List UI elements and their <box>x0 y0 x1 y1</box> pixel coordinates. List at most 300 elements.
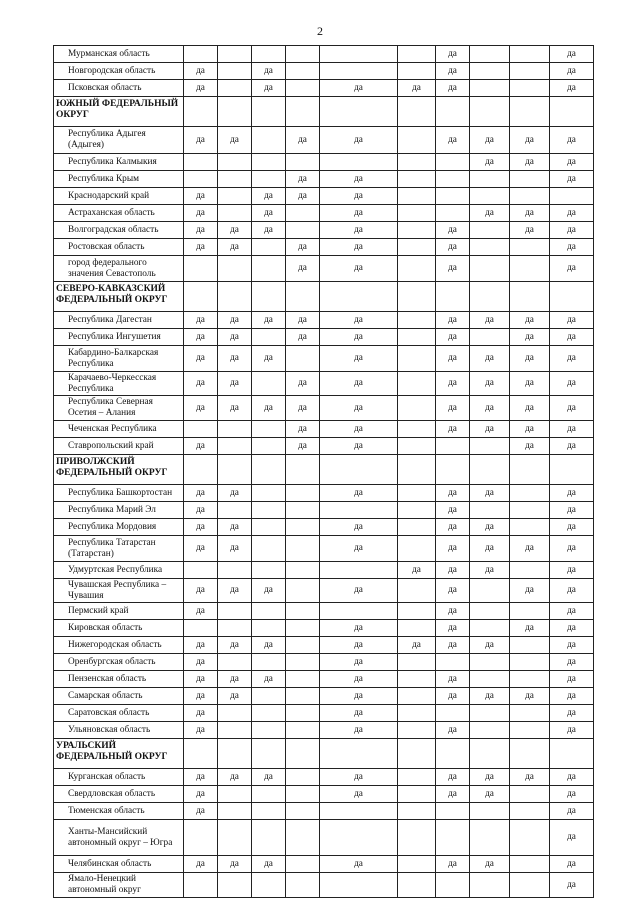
cell-value: да <box>184 222 218 239</box>
region-name: Республика Адыгея (Адыгея) <box>54 127 184 154</box>
cell-value <box>286 562 320 579</box>
table-row <box>54 239 594 256</box>
district-name: СЕВЕРО-КАВКАЗСКИЙ ФЕДЕРАЛЬНЫЙ ОКРУГ <box>54 282 184 312</box>
cell-value: да <box>320 239 398 256</box>
cell-value: да <box>470 856 510 873</box>
cell-value: да <box>436 579 470 603</box>
cell-value <box>470 455 510 485</box>
cell-value: да <box>184 239 218 256</box>
cell-value: да <box>550 579 594 603</box>
cell-value: да <box>550 239 594 256</box>
cell-value <box>436 282 470 312</box>
cell-value <box>470 80 510 97</box>
cell-value: да <box>470 312 510 329</box>
district-header-row <box>54 455 594 485</box>
cell-value: да <box>510 329 550 346</box>
cell-value <box>398 256 436 282</box>
cell-value <box>184 154 218 171</box>
cell-value <box>218 786 252 803</box>
cell-value: да <box>320 372 398 396</box>
cell-value <box>218 502 252 519</box>
cell-value <box>398 188 436 205</box>
cell-value: да <box>550 502 594 519</box>
cell-value: да <box>184 856 218 873</box>
region-name: Республика Крым <box>54 171 184 188</box>
cell-value: да <box>550 205 594 222</box>
cell-value <box>184 739 218 769</box>
cell-value: да <box>218 312 252 329</box>
cell-value <box>510 671 550 688</box>
region-name: Свердловская область <box>54 786 184 803</box>
cell-value <box>470 63 510 80</box>
cell-value <box>510 485 550 502</box>
cell-value <box>436 739 470 769</box>
cell-value <box>550 97 594 127</box>
cell-value <box>218 421 252 438</box>
cell-value <box>320 739 398 769</box>
district-name: ПРИВОЛЖСКИЙ ФЕДЕРАЛЬНЫЙ ОКРУГ <box>54 455 184 485</box>
cell-value <box>398 154 436 171</box>
table-row <box>54 562 594 579</box>
cell-value: да <box>550 421 594 438</box>
cell-value: да <box>218 519 252 536</box>
cell-value <box>510 256 550 282</box>
cell-value: да <box>436 603 470 620</box>
cell-value: да <box>320 396 398 421</box>
cell-value: да <box>320 312 398 329</box>
region-name: Республика Северная Осетия – Алания <box>54 396 184 421</box>
table-row <box>54 396 594 421</box>
cell-value <box>320 803 398 820</box>
table-row <box>54 671 594 688</box>
cell-value: да <box>252 396 286 421</box>
cell-value: да <box>550 769 594 786</box>
cell-value <box>252 421 286 438</box>
table-row <box>54 722 594 739</box>
cell-value: да <box>252 671 286 688</box>
cell-value <box>510 46 550 63</box>
cell-value <box>398 820 436 856</box>
cell-value <box>218 620 252 637</box>
district-header-row <box>54 97 594 127</box>
cell-value <box>218 205 252 222</box>
cell-value <box>436 171 470 188</box>
cell-value <box>510 171 550 188</box>
cell-value: да <box>550 222 594 239</box>
cell-value <box>286 654 320 671</box>
region-name: Оренбургская область <box>54 654 184 671</box>
cell-value: да <box>184 579 218 603</box>
cell-value: да <box>436 421 470 438</box>
region-name: Удмуртская Республика <box>54 562 184 579</box>
cell-value <box>218 154 252 171</box>
cell-value: да <box>252 637 286 654</box>
cell-value: да <box>320 438 398 455</box>
cell-value <box>436 803 470 820</box>
cell-value <box>470 239 510 256</box>
cell-value: да <box>252 312 286 329</box>
cell-value: да <box>218 127 252 154</box>
cell-value <box>184 282 218 312</box>
cell-value: да <box>510 536 550 562</box>
cell-value <box>398 671 436 688</box>
cell-value: да <box>550 519 594 536</box>
cell-value: да <box>510 312 550 329</box>
cell-value: да <box>398 80 436 97</box>
cell-value: да <box>470 396 510 421</box>
cell-value: да <box>320 620 398 637</box>
region-name: Республика Мордовия <box>54 519 184 536</box>
cell-value <box>398 205 436 222</box>
cell-value <box>184 97 218 127</box>
cell-value: да <box>320 329 398 346</box>
cell-value: да <box>510 346 550 372</box>
cell-value <box>398 438 436 455</box>
cell-value <box>286 769 320 786</box>
cell-value: да <box>320 856 398 873</box>
cell-value <box>286 205 320 222</box>
cell-value <box>252 705 286 722</box>
region-name: Республика Калмыкия <box>54 154 184 171</box>
cell-value: да <box>286 372 320 396</box>
table-row <box>54 80 594 97</box>
table-row <box>54 171 594 188</box>
cell-value <box>286 485 320 502</box>
cell-value <box>398 312 436 329</box>
cell-value: да <box>320 769 398 786</box>
cell-value: да <box>320 671 398 688</box>
cell-value <box>398 485 436 502</box>
cell-value <box>398 603 436 620</box>
cell-value: да <box>550 820 594 856</box>
cell-value <box>436 654 470 671</box>
region-name: Карачаево-Черкесская Республика <box>54 372 184 396</box>
cell-value: да <box>550 536 594 562</box>
cell-value: да <box>436 127 470 154</box>
cell-value: да <box>320 171 398 188</box>
cell-value <box>510 63 550 80</box>
cell-value <box>470 222 510 239</box>
cell-value: да <box>218 579 252 603</box>
table-row <box>54 654 594 671</box>
cell-value <box>184 455 218 485</box>
cell-value: да <box>398 637 436 654</box>
cell-value <box>470 620 510 637</box>
cell-value <box>398 329 436 346</box>
cell-value <box>252 372 286 396</box>
cell-value: да <box>436 63 470 80</box>
cell-value <box>252 739 286 769</box>
cell-value <box>398 97 436 127</box>
district-header-row <box>54 739 594 769</box>
cell-value <box>286 603 320 620</box>
cell-value: да <box>470 519 510 536</box>
cell-value: да <box>320 654 398 671</box>
cell-value: да <box>470 688 510 705</box>
cell-value: да <box>218 688 252 705</box>
cell-value: да <box>470 485 510 502</box>
cell-value <box>510 654 550 671</box>
cell-value: да <box>218 856 252 873</box>
cell-value <box>252 688 286 705</box>
cell-value: да <box>470 536 510 562</box>
cell-value: да <box>550 46 594 63</box>
cell-value: да <box>470 421 510 438</box>
cell-value <box>436 205 470 222</box>
district-name: ЮЖНЫЙ ФЕДЕРАЛЬНЫЙ ОКРУГ <box>54 97 184 127</box>
cell-value <box>218 256 252 282</box>
cell-value: да <box>286 438 320 455</box>
cell-value: да <box>218 536 252 562</box>
cell-value <box>398 455 436 485</box>
cell-value <box>398 421 436 438</box>
cell-value <box>398 803 436 820</box>
cell-value <box>286 222 320 239</box>
table-row <box>54 803 594 820</box>
cell-value: да <box>184 188 218 205</box>
cell-value <box>218 722 252 739</box>
cell-value: да <box>510 396 550 421</box>
cell-value: да <box>252 63 286 80</box>
cell-value: да <box>320 688 398 705</box>
cell-value: да <box>510 579 550 603</box>
table-row <box>54 705 594 722</box>
cell-value: да <box>510 688 550 705</box>
table-row <box>54 820 594 856</box>
cell-value: да <box>550 171 594 188</box>
cell-value: да <box>184 671 218 688</box>
cell-value: да <box>320 421 398 438</box>
cell-value: да <box>550 80 594 97</box>
region-name: Пензенская область <box>54 671 184 688</box>
region-name: город федерального значения Севастополь <box>54 256 184 282</box>
cell-value: да <box>218 769 252 786</box>
cell-value <box>218 803 252 820</box>
cell-value <box>218 455 252 485</box>
cell-value <box>286 786 320 803</box>
cell-value: да <box>436 786 470 803</box>
table-row <box>54 856 594 873</box>
cell-value <box>252 127 286 154</box>
cell-value <box>510 873 550 898</box>
cell-value <box>218 739 252 769</box>
region-name: Курганская область <box>54 769 184 786</box>
cell-value <box>286 739 320 769</box>
cell-value <box>286 519 320 536</box>
table-row <box>54 579 594 603</box>
cell-value: да <box>436 329 470 346</box>
cell-value <box>470 739 510 769</box>
cell-value: да <box>436 856 470 873</box>
cell-value <box>510 80 550 97</box>
cell-value <box>252 46 286 63</box>
cell-value <box>398 654 436 671</box>
cell-value: да <box>510 372 550 396</box>
cell-value <box>286 63 320 80</box>
cell-value: да <box>184 485 218 502</box>
cell-value <box>510 705 550 722</box>
cell-value <box>252 171 286 188</box>
cell-value <box>218 654 252 671</box>
cell-value: да <box>320 222 398 239</box>
cell-value: да <box>320 188 398 205</box>
cell-value <box>252 803 286 820</box>
region-name: Республика Башкортостан <box>54 485 184 502</box>
cell-value: да <box>184 372 218 396</box>
cell-value: да <box>510 205 550 222</box>
cell-value: да <box>510 438 550 455</box>
cell-value <box>286 803 320 820</box>
cell-value <box>398 722 436 739</box>
table-row <box>54 873 594 898</box>
cell-value <box>436 820 470 856</box>
cell-value <box>286 282 320 312</box>
cell-value <box>436 438 470 455</box>
cell-value <box>286 637 320 654</box>
cell-value <box>218 873 252 898</box>
cell-value: да <box>184 705 218 722</box>
cell-value: да <box>550 688 594 705</box>
table-row <box>54 188 594 205</box>
cell-value <box>510 188 550 205</box>
cell-value: да <box>252 205 286 222</box>
cell-value: да <box>550 63 594 80</box>
cell-value: да <box>184 603 218 620</box>
cell-value: да <box>550 803 594 820</box>
cell-value <box>398 171 436 188</box>
cell-value <box>286 455 320 485</box>
page-number: 2 <box>317 24 323 38</box>
cell-value <box>252 873 286 898</box>
cell-value: да <box>286 329 320 346</box>
cell-value <box>252 256 286 282</box>
cell-value: да <box>436 80 470 97</box>
region-name: Мурманская область <box>54 46 184 63</box>
cell-value <box>470 502 510 519</box>
cell-value: да <box>184 654 218 671</box>
cell-value <box>184 256 218 282</box>
table-row <box>54 63 594 80</box>
cell-value <box>470 97 510 127</box>
cell-value <box>510 519 550 536</box>
cell-value <box>252 329 286 346</box>
cell-value: да <box>320 705 398 722</box>
cell-value <box>252 603 286 620</box>
cell-value: да <box>184 127 218 154</box>
cell-value <box>252 654 286 671</box>
cell-value: да <box>398 562 436 579</box>
cell-value <box>320 820 398 856</box>
cell-value <box>320 46 398 63</box>
cell-value: да <box>218 637 252 654</box>
cell-value: да <box>320 127 398 154</box>
cell-value <box>286 154 320 171</box>
cell-value: да <box>218 485 252 502</box>
cell-value <box>470 820 510 856</box>
cell-value <box>184 421 218 438</box>
cell-value: да <box>436 562 470 579</box>
table-row <box>54 438 594 455</box>
cell-value <box>470 188 510 205</box>
cell-value <box>398 46 436 63</box>
cell-value: да <box>550 637 594 654</box>
region-name: Саратовская область <box>54 705 184 722</box>
cell-value: да <box>320 485 398 502</box>
cell-value: да <box>510 222 550 239</box>
cell-value: да <box>550 654 594 671</box>
cell-value: да <box>436 502 470 519</box>
cell-value <box>320 63 398 80</box>
cell-value: да <box>184 688 218 705</box>
cell-value <box>470 603 510 620</box>
cell-value: да <box>510 127 550 154</box>
cell-value <box>218 171 252 188</box>
cell-value: да <box>218 329 252 346</box>
cell-value <box>320 873 398 898</box>
cell-value: да <box>550 396 594 421</box>
cell-value: да <box>184 205 218 222</box>
region-name: Волгоградская область <box>54 222 184 239</box>
cell-value: да <box>184 519 218 536</box>
cell-value <box>286 502 320 519</box>
cell-value: да <box>252 769 286 786</box>
cell-value <box>286 671 320 688</box>
cell-value: да <box>550 485 594 502</box>
cell-value: да <box>510 620 550 637</box>
region-name: Пермский край <box>54 603 184 620</box>
cell-value: да <box>184 637 218 654</box>
cell-value: да <box>286 188 320 205</box>
cell-value: да <box>320 256 398 282</box>
cell-value: да <box>218 346 252 372</box>
cell-value: да <box>320 722 398 739</box>
cell-value: да <box>550 329 594 346</box>
cell-value: да <box>436 769 470 786</box>
cell-value <box>470 46 510 63</box>
cell-value <box>320 603 398 620</box>
cell-value: да <box>436 312 470 329</box>
region-name: Ставропольский край <box>54 438 184 455</box>
cell-value: да <box>320 80 398 97</box>
region-name: Кабардино-Балкарская Республика <box>54 346 184 372</box>
cell-value: да <box>184 786 218 803</box>
cell-value <box>470 705 510 722</box>
cell-value: да <box>470 127 510 154</box>
cell-value <box>510 722 550 739</box>
table-row <box>54 786 594 803</box>
cell-value <box>252 562 286 579</box>
cell-value <box>320 282 398 312</box>
region-name: Республика Ингушетия <box>54 329 184 346</box>
table-row <box>54 127 594 154</box>
cell-value: да <box>436 536 470 562</box>
cell-value <box>510 637 550 654</box>
cell-value: да <box>470 637 510 654</box>
cell-value: да <box>470 372 510 396</box>
cell-value <box>252 536 286 562</box>
cell-value <box>252 502 286 519</box>
cell-value: да <box>550 256 594 282</box>
cell-value <box>510 820 550 856</box>
cell-value <box>398 372 436 396</box>
cell-value: да <box>184 803 218 820</box>
table-row <box>54 312 594 329</box>
region-name: Новгородская область <box>54 63 184 80</box>
region-name: Чеченская Республика <box>54 421 184 438</box>
cell-value: да <box>320 637 398 654</box>
cell-value: да <box>320 786 398 803</box>
cell-value <box>436 455 470 485</box>
